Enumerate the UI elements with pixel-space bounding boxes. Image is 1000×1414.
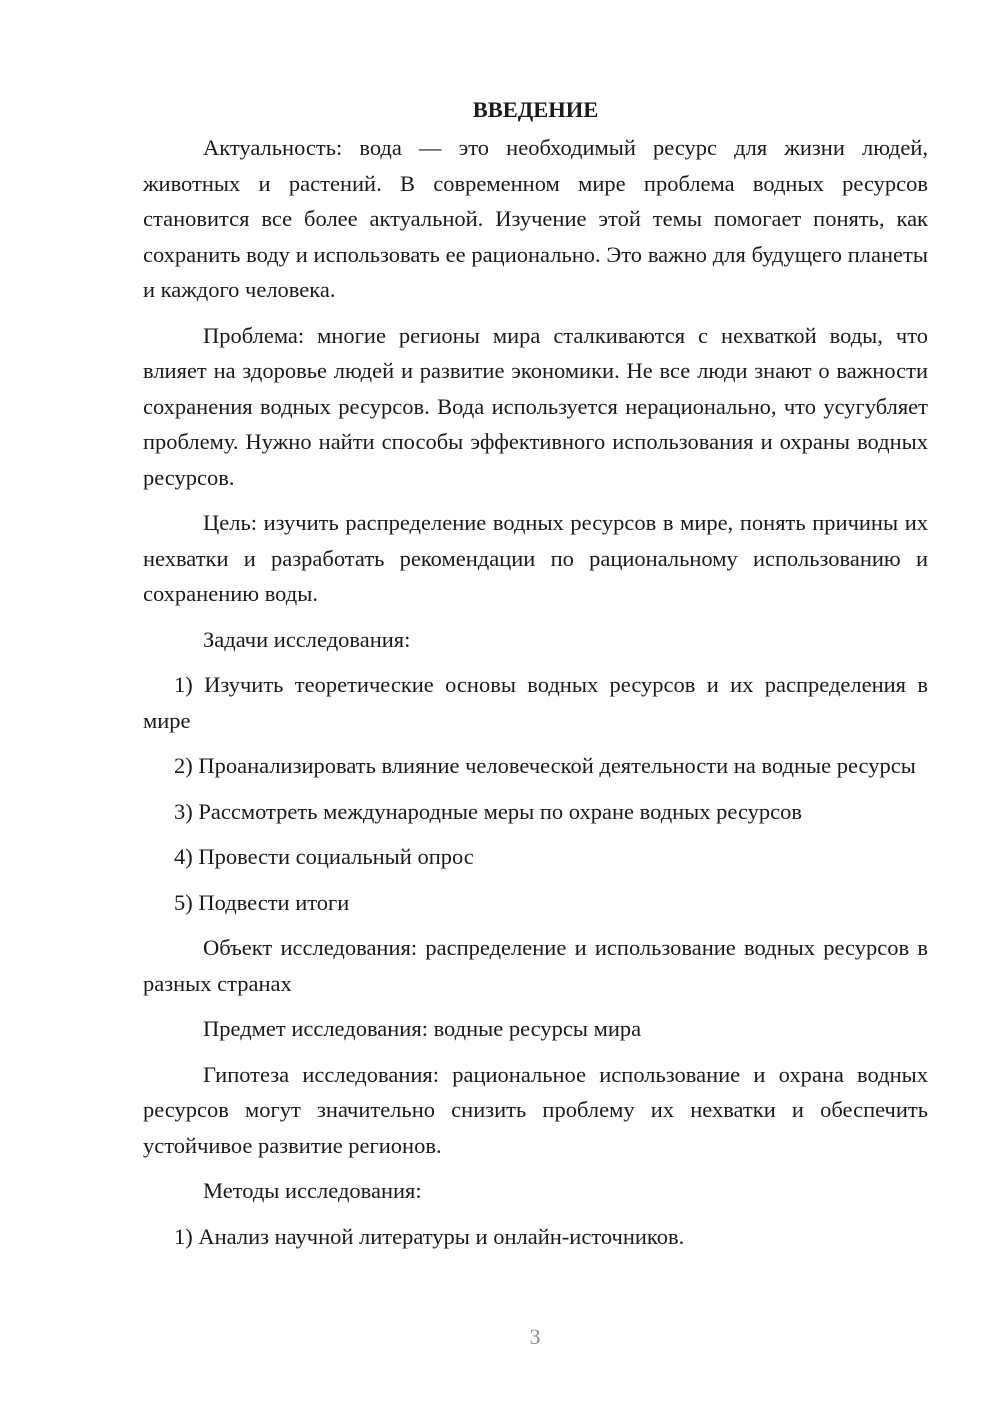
methods-heading: Методы исследования: xyxy=(203,1178,422,1203)
subject-paragraph: Предмет исследования: водные ресурсы мира xyxy=(203,1016,642,1041)
page-content xyxy=(143,92,928,1264)
task-item: 2) Проанализировать влияние человеческой деятельности на водные ресурсы xyxy=(174,753,916,778)
method-item: 1) Анализ научной литературы и онлайн-источников. xyxy=(174,1223,685,1249)
problem-paragraph: Проблема: многие регионы мира сталкиваются с нехваткой воды, что влияет на здоровье людей и развитие экономики. Не все люди знают о важности сохранения водных ресурсов. Вода используется нерационально, что усугубляет проблему. Нужно найти способы эффективного использования и охраны водных ресурсов. xyxy=(143,322,928,490)
object-paragraph: Объект исследования: распределение и использование водных ресурсов в разных странах xyxy=(143,935,928,996)
task-item: 1) Изучить теоретические основы водных ресурсов и их распределения в мире xyxy=(143,672,928,733)
task-item: 5) Подвести итоги xyxy=(174,889,350,915)
page-number: 3 xyxy=(529,1324,541,1349)
section-title: ВВЕДЕНИЕ xyxy=(472,97,599,122)
task-item: 4) Провести социальный опрос xyxy=(174,844,474,869)
goal-paragraph: Цель: изучить распределение водных ресурсов в мире, понять причины их нехватки и разработать рекомендации по рациональному использованию и сохранению воды. xyxy=(143,510,928,606)
tasks-heading: Задачи исследования: xyxy=(203,626,411,652)
relevance-paragraph: Актуальность: вода — это необходимый ресурс для жизни людей, животных и растений. В современном мире проблема водных ресурсов становится все более актуальной. Изучение этой темы помогает понять, как сохранить воду и использовать ее рационально. Это важно для будущего планеты и каждого человека. xyxy=(143,135,928,302)
hypothesis-paragraph: Гипотеза исследования: рациональное использование и охрана водных ресурсов могут значительно снизить проблему их нехватки и обеспечить устойчивое развитие регионов. xyxy=(143,1061,928,1158)
task-item: 3) Рассмотреть международные меры по охране водных ресурсов xyxy=(174,798,803,824)
